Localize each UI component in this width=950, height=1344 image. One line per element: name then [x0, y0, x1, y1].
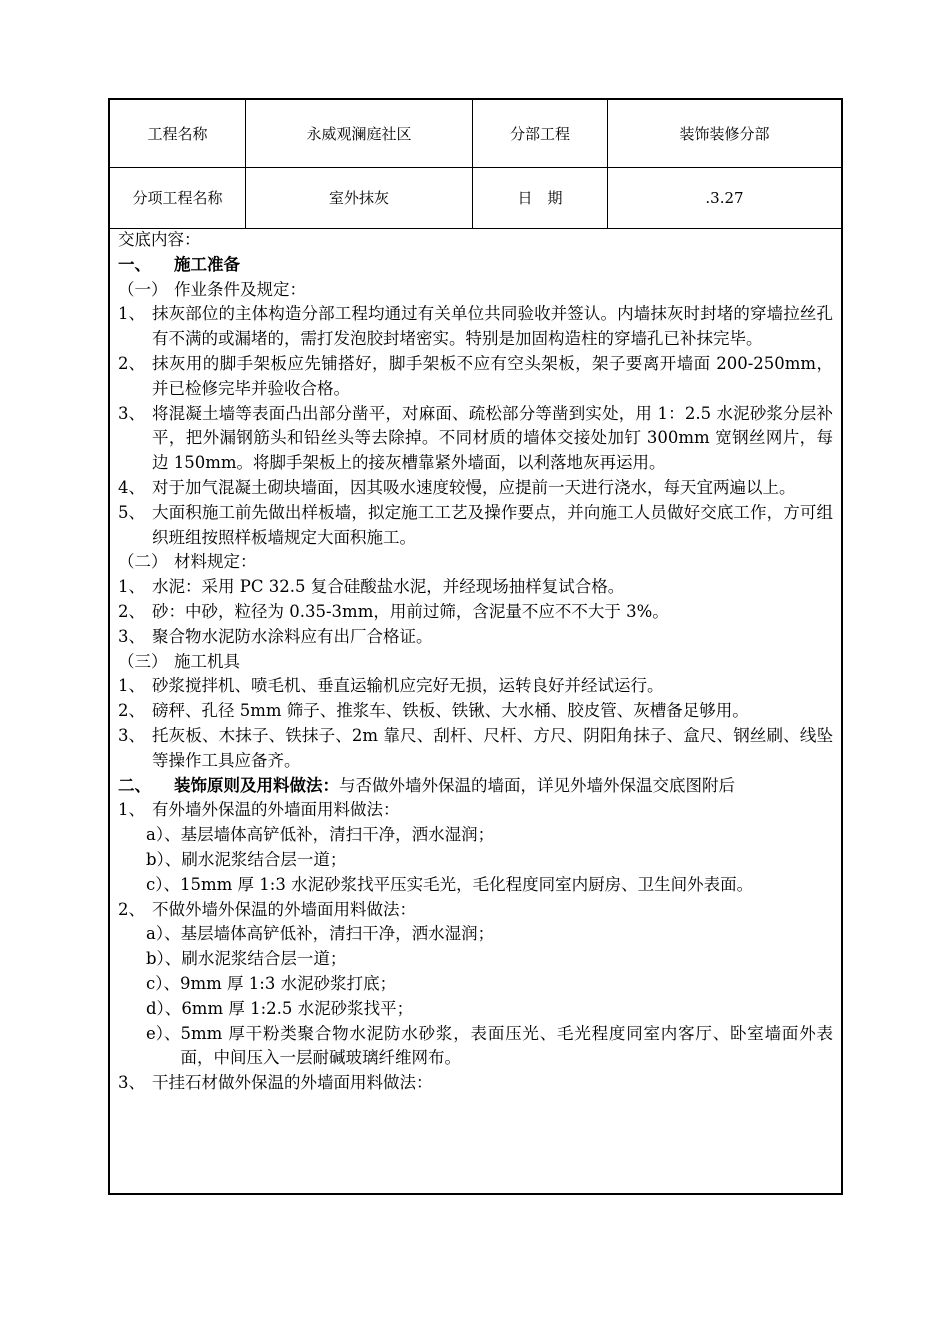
section-1-number: 一、 — [118, 254, 151, 274]
group-1-title: 作业条件及规定： — [174, 279, 306, 299]
label-subitem-name: 分项工程名称 — [110, 167, 246, 228]
list-item: 1、 水泥：采用 PC 32.5 复合硅酸盐水泥，并经现场抽样复试合格。 — [118, 577, 625, 597]
list-item: e）、 5mm 厚干粉类聚合物水泥防水砂浆，表面压光、毛光程度同室内客厅、卧室墙面外表面，中间压入一层耐碱玻璃纤维网布。 — [146, 1023, 833, 1068]
method-3-heading: 3、 干挂石材做外保温的外墙面用料做法： — [118, 1073, 433, 1093]
section-2-number: 二、 — [118, 775, 151, 795]
value-project-name: 永威观澜庭社区 — [246, 100, 473, 167]
list-item: 3、 聚合物水泥防水涂料应有出厂合格证。 — [118, 626, 433, 646]
group-2-number: （二） — [118, 552, 168, 572]
group-2-list — [118, 575, 833, 649]
list-item: 1、 砂浆搅拌机、喷毛机、垂直运输机应完好无损，运转良好并经试运行。 — [118, 676, 664, 696]
label-division: 分部工程 — [473, 100, 608, 167]
value-subitem-name: 室外抹灰 — [246, 167, 473, 228]
list-item: 2、 磅秤、孔径 5mm 筛子、推浆车、铁板、铁锹、大水桶、胶皮管、灰槽备足够用。 — [118, 701, 749, 721]
group-3-number: （三） — [118, 651, 168, 671]
list-item: a）、 基层墙体高铲低补，清扫干净，洒水湿润； — [146, 924, 495, 944]
list-item: c）、 15mm 厚 1:3 水泥砂浆找平压实毛光，毛化程度同室内厨房、卫生间外表面。 — [146, 874, 754, 894]
list-item: 2、 砂：中砂，粒径为 0.35-3mm，用前过筛，含泥量不应不不大于 3%。 — [118, 601, 669, 621]
list-item: 2、 抹灰用的脚手架板应先铺搭好，脚手架板不应有空头架板，架子要离开墙面 200-250mm，并已检修完毕并验收合格。 — [118, 353, 833, 398]
label-date: 日 期 — [473, 167, 608, 228]
section-1-heading — [118, 253, 833, 278]
section-2-note: 与否做外墙外保温的墙面，详见外墙外保温交底图附后 — [339, 775, 735, 795]
group-2-title: 材料规定： — [174, 552, 257, 572]
handover-form — [108, 98, 843, 1195]
section-1-title: 施工准备 — [174, 254, 240, 274]
list-item: c）、 9mm 厚 1:3 水泥砂浆打底； — [146, 973, 397, 993]
list-item: a）、 基层墙体高铲低补，清扫干净，洒水湿润； — [146, 825, 495, 845]
method-2-heading: 2、 不做外墙外保温的外墙面用料做法： — [118, 899, 416, 919]
value-date: .3.27 — [705, 188, 744, 207]
list-item: 1、 抹灰部位的主体构造分部工程均通过有关单位共同验收并签认。内墙抹灰时封堵的穿墙拉丝孔有不满的或漏堵的，需打发泡胶封堵密实。特别是加固构造柱的穿墙孔已补抹完毕。 — [118, 304, 833, 349]
value-division: 装饰装修分部 — [679, 125, 770, 143]
header-row-1 — [110, 100, 841, 168]
group-3-title: 施工机具 — [174, 651, 240, 671]
list-item: 4、 对于加气混凝土砌块墙面，因其吸水速度较慢，应提前一天进行浇水，每天宜两遍以上。 — [118, 477, 796, 497]
list-item: d）、 6mm 厚 1:2.5 水泥砂浆找平； — [146, 998, 414, 1018]
list-item: b）、 刷水泥浆结合层一道； — [146, 949, 347, 969]
label-project-name: 工程名称 — [110, 100, 246, 167]
handover-content — [118, 228, 833, 1096]
list-item: 5、 大面积施工前先做出样板墙，拟定施工工艺及操作要点，并向施工人员做好交底工作，方可组织班组按照样板墙规定大面积施工。 — [118, 502, 833, 547]
list-item: b）、 刷水泥浆结合层一道； — [146, 849, 347, 869]
method-2-list — [118, 922, 833, 1071]
header-row-2 — [110, 167, 841, 229]
group-1-list — [118, 302, 833, 550]
method-1-list — [118, 823, 833, 897]
content-intro: 交底内容： — [118, 230, 201, 249]
method-1-heading: 1、 有外墙外保温的外墙面用料做法： — [118, 800, 400, 820]
section-2-heading — [118, 774, 833, 799]
group-1-heading — [118, 278, 833, 303]
section-2-title: 装饰原则及用料做法： — [174, 775, 339, 795]
group-2-heading — [118, 550, 833, 575]
list-item: 3、 托灰板、木抹子、铁抹子、2m 靠尺、刮杆、尺杆、方尺、阴阳角抹子、盒尺、钢丝刷、线坠等操作工具应备齐。 — [118, 725, 833, 770]
group-1-number: （一） — [118, 279, 168, 299]
group-3-heading — [118, 650, 833, 675]
list-item: 3、 将混凝土墙等表面凸出部分凿平，对麻面、疏松部分等凿到实处，用 1：2.5 水泥砂浆分层补平，把外漏钢筋头和铅丝头等去除掉。不同材质的墙体交接处加钉 300mm 宽钢丝网片，每边 150mm。将脚手架板上的接灰槽靠紧外墙面，以利落地灰再运用。 — [118, 403, 833, 473]
group-3-list — [118, 674, 833, 773]
